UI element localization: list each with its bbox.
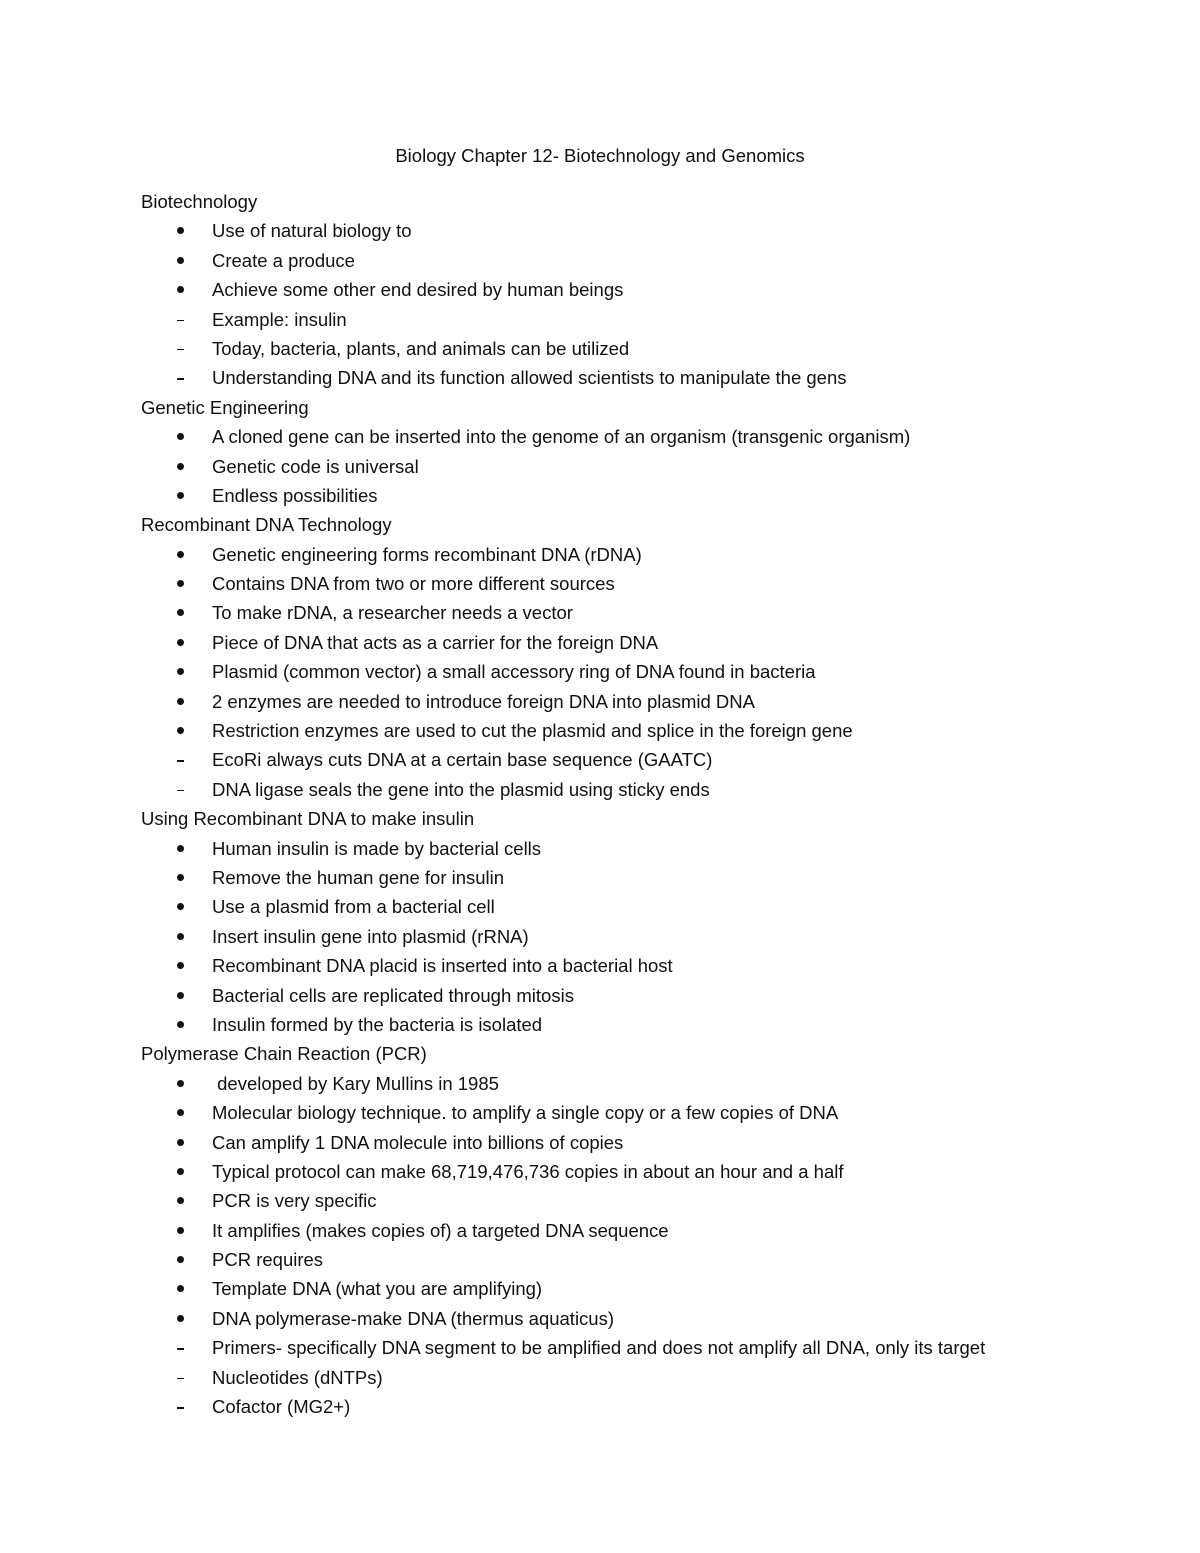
list-item <box>141 628 1141 657</box>
list-item <box>141 922 1141 951</box>
list-item <box>141 1363 1141 1392</box>
list-item-text: Piece of DNA that acts as a carrier for the foreign DNA <box>212 631 659 653</box>
list-item <box>141 1010 1141 1039</box>
list-item-text: DNA ligase seals the gene into the plasmid using sticky ends <box>212 778 710 800</box>
list-item-text: 2 enzymes are needed to introduce foreign DNA into plasmid DNA <box>212 690 755 712</box>
list-item-text: Use a plasmid from a bacterial cell <box>212 896 495 918</box>
list-item <box>141 834 1141 863</box>
list-item <box>141 305 1141 334</box>
list-item <box>141 892 1141 921</box>
list-item-text: Human insulin is made by bacterial cells <box>212 837 542 859</box>
list-item <box>141 1274 1141 1303</box>
page-title: Biology Chapter 12- Biotechnology and Genomics <box>395 145 805 166</box>
list-item <box>141 951 1141 980</box>
list-item <box>141 275 1141 304</box>
list-item-text: Template DNA (what you are amplifying) <box>212 1278 543 1300</box>
list-item-text: Recombinant DNA placid is inserted into a bacterial host <box>212 955 673 977</box>
list-item-text: Achieve some other end desired by human beings <box>212 279 624 301</box>
list-item-text: developed by Kary Mullins in 1985 <box>212 1072 499 1094</box>
section-heading: Polymerase Chain Reaction (PCR) <box>141 1043 427 1065</box>
list-item <box>141 1245 1141 1274</box>
list-item-text: Primers- specifically DNA segment to be amplified and does not amplify all DNA, only its target <box>212 1337 986 1359</box>
list-item-text: Remove the human gene for insulin <box>212 866 505 888</box>
list-item <box>141 1216 1141 1245</box>
list-item <box>141 422 1141 451</box>
list-item-text: Use of natural biology to <box>212 220 412 242</box>
list-item-text: Plasmid (common vector) a small accessory ring of DNA found in bacteria <box>212 661 816 683</box>
list-item-text: Bacterial cells are replicated through mitosis <box>212 984 574 1006</box>
list-item-text: A cloned gene can be inserted into the genome of an organism (transgenic organism) <box>212 426 911 448</box>
section-heading: Recombinant DNA Technology <box>141 514 392 536</box>
list-item-text: Endless possibilities <box>212 484 378 506</box>
list-item-text: Genetic engineering forms recombinant DNA (rDNA) <box>212 543 642 565</box>
section-heading: Biotechnology <box>141 191 258 212</box>
list-item-text: Insulin formed by the bacteria is isolated <box>212 1013 543 1035</box>
list-item-text: Cofactor (MG2+) <box>212 1396 351 1418</box>
list-item <box>141 687 1141 716</box>
list-item-text: Molecular biology technique. to amplify a single copy or a few copies of DNA <box>212 1102 839 1124</box>
list-item <box>141 569 1141 598</box>
list-item <box>141 1157 1141 1186</box>
list-item-text: DNA polymerase-make DNA (thermus aquaticus) <box>212 1307 615 1329</box>
list-item <box>141 452 1141 481</box>
list-item-text: Insert insulin gene into plasmid (rRNA) <box>212 925 529 947</box>
list-item-text: Genetic code is universal <box>212 455 419 477</box>
list-item-text: Typical protocol can make 68,719,476,736 copies in about an hour and a half <box>212 1160 844 1182</box>
list-item <box>141 598 1141 627</box>
list-item-text: PCR requires <box>212 1249 324 1271</box>
list-item-text: Understanding DNA and its function allowed scientists to manipulate the gens <box>212 367 847 389</box>
list-item <box>141 334 1141 363</box>
list-item <box>141 1304 1141 1333</box>
list-item-text: Nucleotides (dNTPs) <box>212 1366 383 1388</box>
list-item-text: Restriction enzymes are used to cut the plasmid and splice in the foreign gene <box>212 720 853 742</box>
document-body <box>141 187 1141 1421</box>
list-item <box>141 716 1141 745</box>
list-item <box>141 216 1141 245</box>
list-item <box>141 1128 1141 1157</box>
list-item <box>141 863 1141 892</box>
list-item <box>141 745 1141 774</box>
list-item-text: Can amplify 1 DNA molecule into billions of copies <box>212 1131 624 1153</box>
list-item-text: Create a produce <box>212 249 355 271</box>
list-item-text: Today, bacteria, plants, and animals can be utilized <box>212 337 630 359</box>
list-item <box>141 1069 1141 1098</box>
list-item <box>141 1186 1141 1215</box>
list-item <box>141 481 1141 510</box>
section-heading: Genetic Engineering <box>141 396 309 418</box>
list-item <box>141 1392 1141 1421</box>
list-item <box>141 1098 1141 1127</box>
list-item-text: To make rDNA, a researcher needs a vector <box>212 602 573 624</box>
list-item <box>141 1333 1141 1362</box>
list-item <box>141 981 1141 1010</box>
section-heading: Using Recombinant DNA to make insulin <box>141 808 475 830</box>
list-item-text: Contains DNA from two or more different sources <box>212 573 615 595</box>
list-item <box>141 540 1141 569</box>
list-item-text: Example: insulin <box>212 308 347 330</box>
list-item <box>141 246 1141 275</box>
list-item-text: EcoRi always cuts DNA at a certain base sequence (GAATC) <box>212 749 713 771</box>
list-item-text: PCR is very specific <box>212 1190 377 1212</box>
list-item <box>141 657 1141 686</box>
list-item <box>141 363 1141 392</box>
list-item <box>141 775 1141 804</box>
list-item-text: It amplifies (makes copies of) a targeted DNA sequence <box>212 1219 669 1241</box>
